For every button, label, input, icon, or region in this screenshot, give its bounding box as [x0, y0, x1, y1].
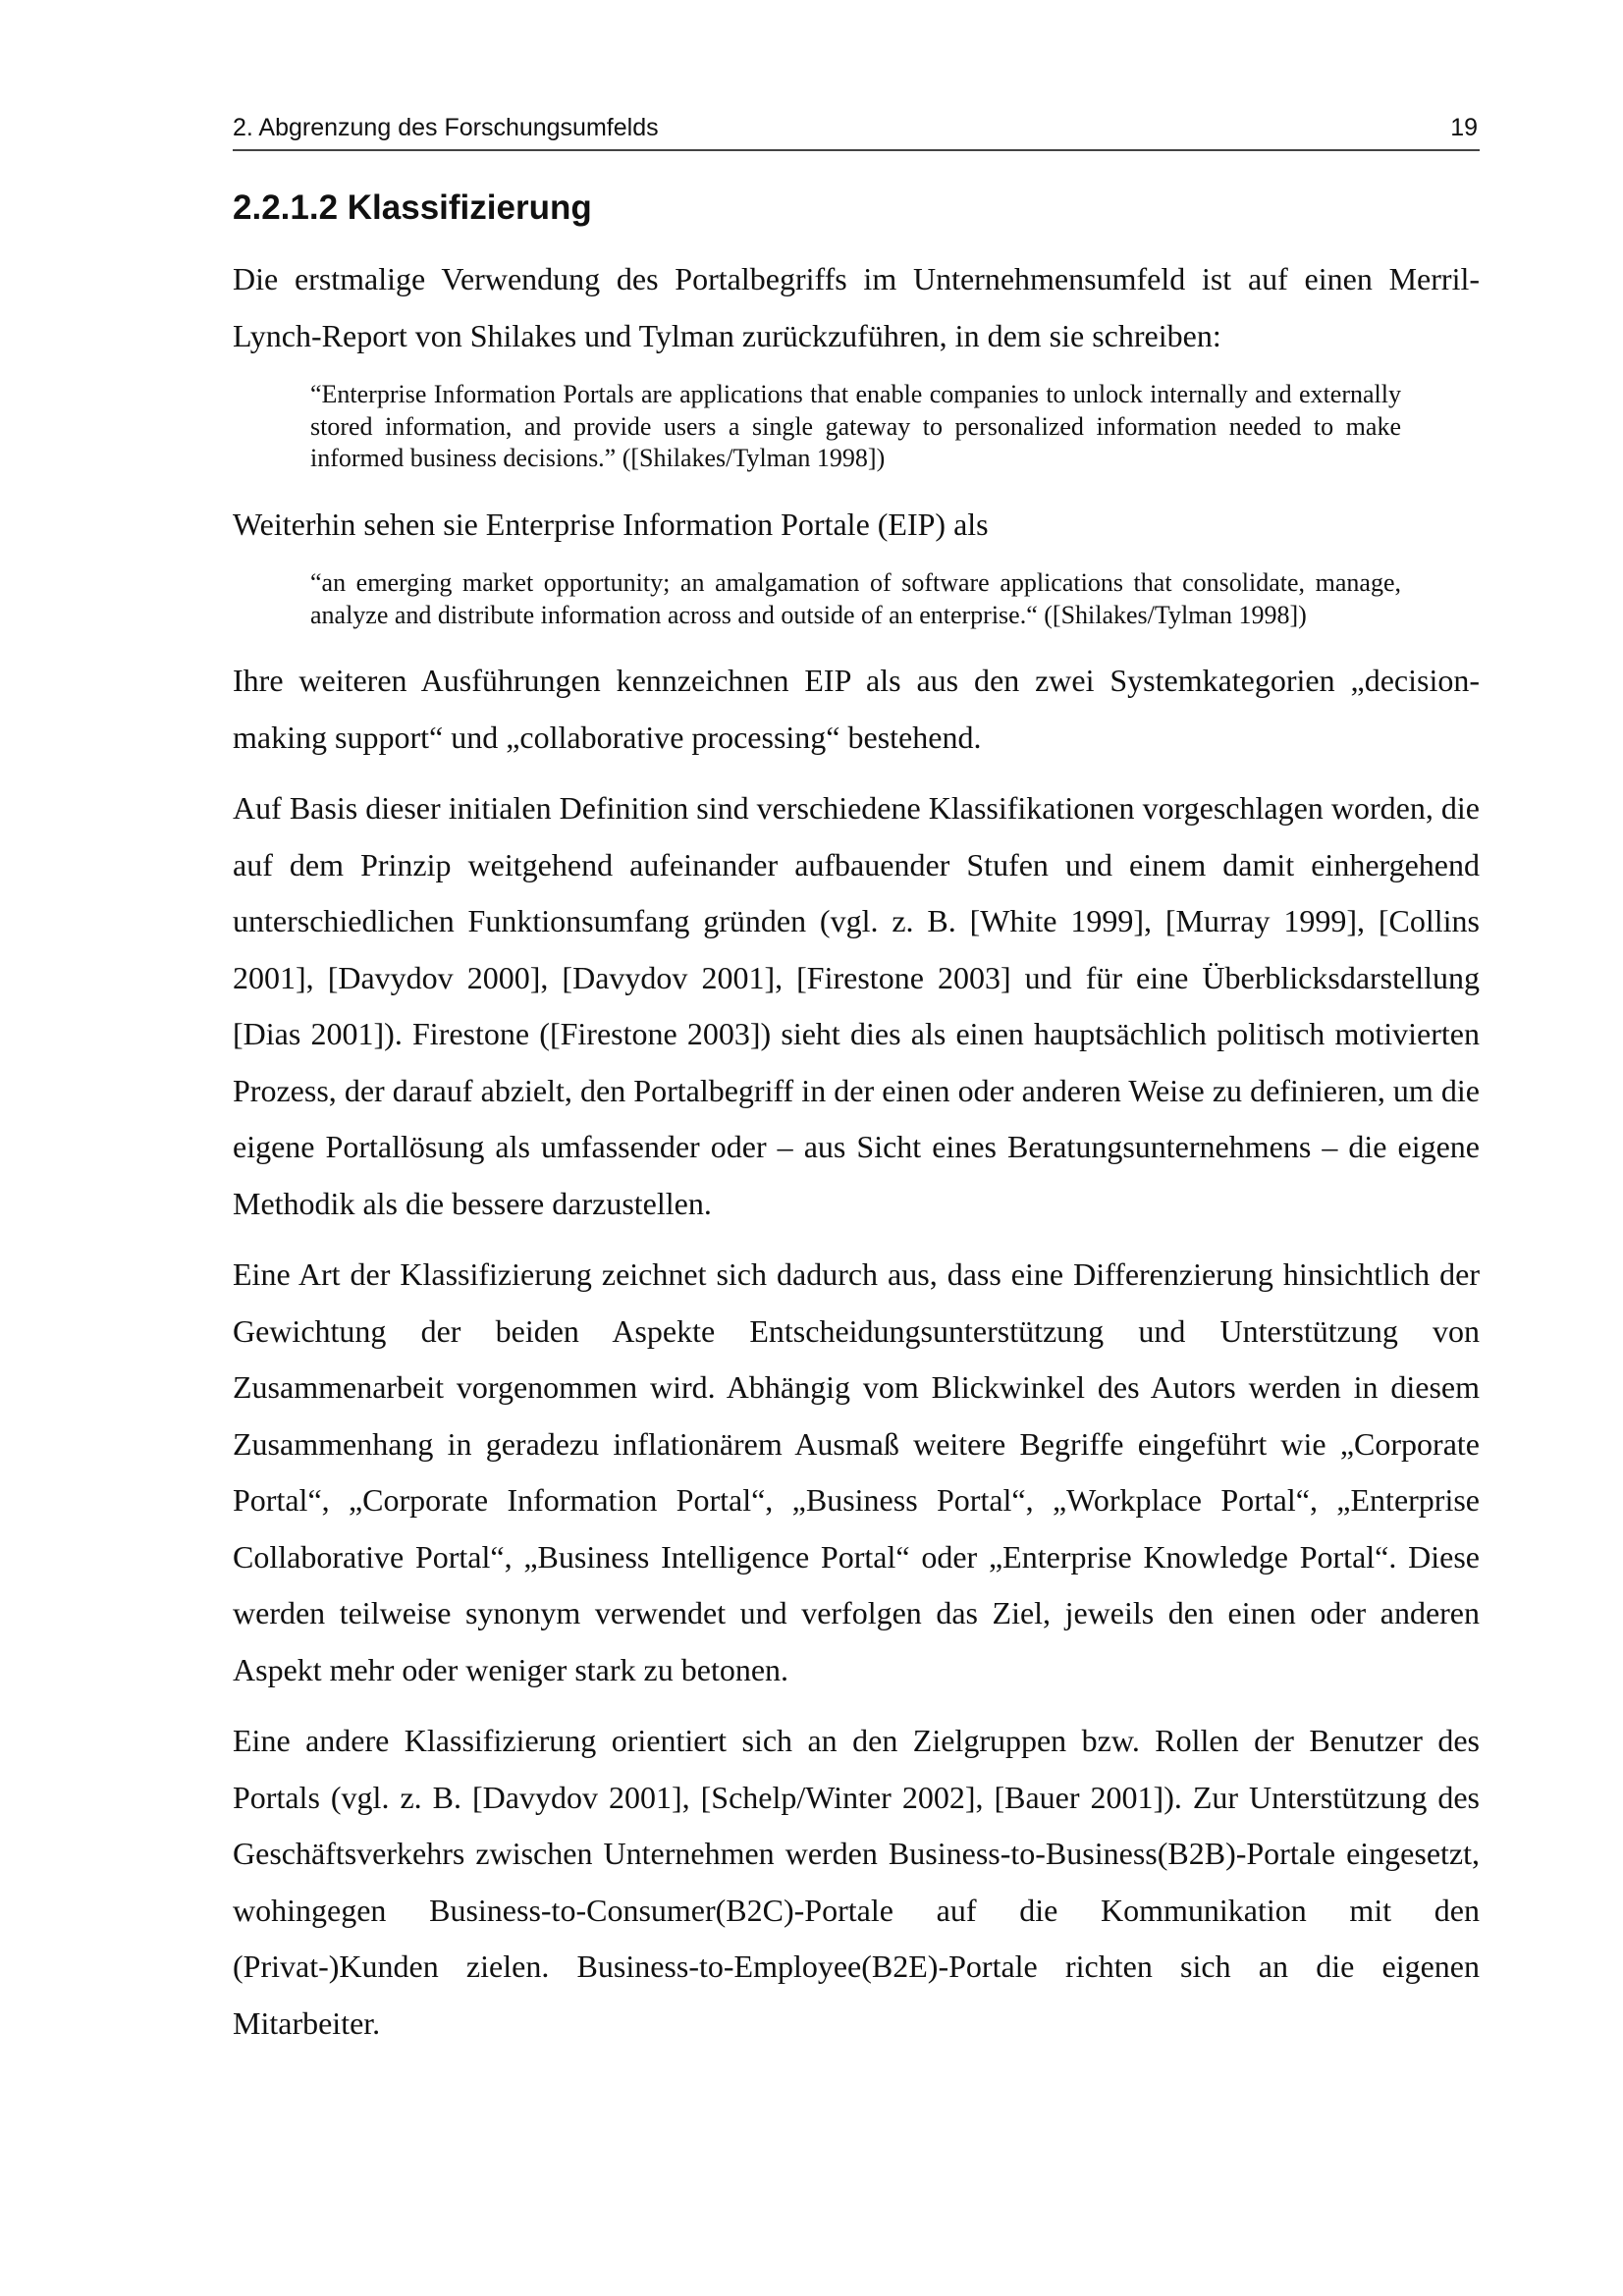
chapter-title: 2. Abgrenzung des Forschungsumfelds: [233, 114, 659, 141]
paragraph-system-categories: Ihre weiteren Ausführungen kennzeichnen EIP als aus den zwei Systemkategorien „decision-making support“ und „collaborative processing“ bestehend.: [233, 663, 1480, 755]
paragraph-eip: Weiterhin sehen sie Enterprise Information Portale (EIP) als: [233, 506, 989, 542]
section-heading: 2.2.1.2 Klassifizierung: [233, 188, 592, 227]
block-quote-definition: “Enterprise Information Portals are applications that enable companies to unlock internally and externally stored information, and provide users a single gateway to personalized information needed to make informed business decisions.” ([Shilakes/Tylman 1998]): [310, 380, 1401, 472]
paragraph-intro: Die erstmalige Verwendung des Portalbegriffs im Unternehmensumfeld ist auf einen Merril-Lynch-Report von Shilakes und Tylman zurückzuführen, in dem sie schreiben:: [233, 261, 1480, 353]
page-content: [233, 187, 1480, 2066]
page-number: 19: [1450, 114, 1478, 141]
paragraph-classifications: Auf Basis dieser initialen Definition sind verschiedene Klassifikationen vorgeschlagen worden, die auf dem Prinzip weitgehend aufeinander aufbauender Stufen und einem damit einhergehend unterschiedlichen Funktionsumfang gründen (vgl. z. B. [White 1999], [Murray 1999], [Collins 2001], [Davydov 2000], [Davydov 2001], [Firestone 2003] und für eine Überblicksdarstellung [Dias 2001]). Firestone ([Firestone 2003]) sieht dies als einen hauptsächlich politisch motivierten Prozess, der darauf abzielt, den Portalbegriff in der einen oder anderen Weise zu definieren, um die eigene Portallösung als umfassender oder – aus Sicht eines Beratungsunternehmens – die eigene Methodik als die bessere darzustellen.: [233, 790, 1480, 1221]
block-quote-market: “an emerging market opportunity; an amalgamation of software applications that consolidate, manage, analyze and distribute information across and outside of an enterprise.“ ([Shilakes/Tylman 1998]): [310, 568, 1401, 629]
running-header: [233, 112, 1480, 151]
paragraph-target-groups: Eine andere Klassifizierung orientiert sich an den Zielgruppen bzw. Rollen der Benutzer des Portals (vgl. z. B. [Davydov 2001], [Schelp/Winter 2002], [Bauer 2001]). Zur Unterstützung des Geschäftsverkehrs zwischen Unternehmen werden Business-to-Business(B2B)-Portale eingesetzt, wohingegen Business-to-Consumer(B2C)-Portale auf die Kommunikation mit den (Privat-)Kunden zielen. Business-to-Employee(B2E)-Portale richten sich an die eigenen Mitarbeiter.: [233, 1723, 1480, 2041]
paragraph-weighting: Eine Art der Klassifizierung zeichnet sich dadurch aus, dass eine Differenzierung hinsichtlich der Gewichtung der beiden Aspekte Entscheidungsunterstützung und Unterstützung von Zusammenarbeit vorgenommen wird. Abhängig vom Blickwinkel des Autors werden in diesem Zusammenhang in geradezu inflationärem Ausmaß weitere Begriffe eingeführt wie „Corporate Portal“, „Corporate Information Portal“, „Business Portal“, „Workplace Portal“, „Enterprise Collaborative Portal“, „Business Intelligence Portal“ oder „Enterprise Knowledge Portal“. Diese werden teilweise synonym verwendet und verfolgen das Ziel, jeweils den einen oder anderen Aspekt mehr oder weniger stark zu betonen.: [233, 1256, 1480, 1687]
